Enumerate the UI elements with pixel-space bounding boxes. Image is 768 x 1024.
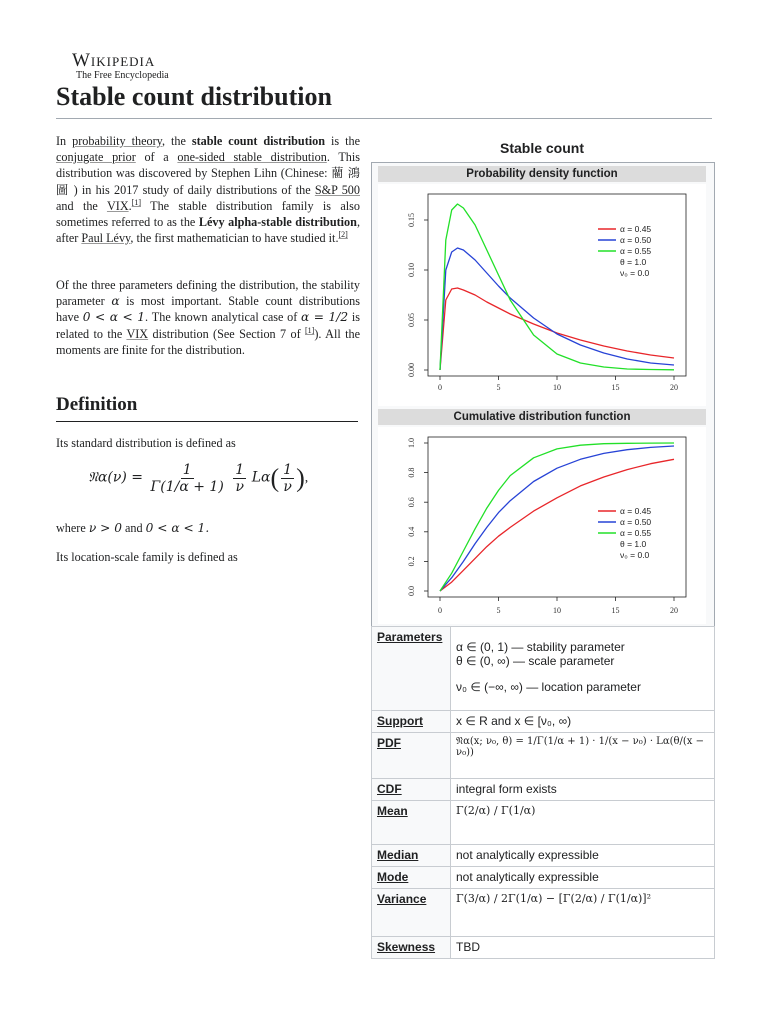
legend-label: θ = 1.0 [620, 257, 647, 267]
formula-fraction-nu [233, 462, 246, 495]
y-tick-label: 0.0 [407, 586, 416, 596]
infobox-label[interactable]: Support [372, 711, 451, 733]
formula-den: Γ(1/α + 1) [150, 479, 224, 495]
formula-levy-l: Lα [251, 469, 271, 486]
legend-label: θ = 1.0 [620, 539, 647, 549]
param-alpha: α ∈ (0, 1) — stability parameter [456, 640, 625, 654]
intro-text: and the [56, 198, 107, 213]
formula-den: ν [283, 479, 292, 495]
legend-label: α = 0.55 [620, 246, 652, 256]
legend-label: α = 0.50 [620, 235, 652, 245]
intro-text: is the [325, 134, 361, 148]
x-tick-label: 0 [438, 606, 442, 615]
infobox-value: 𝔑α(x; ν₀, θ) = 1/Γ(1/α + 1) · 1/(x − ν₀) · Lα(θ/(x − ν₀)) [451, 733, 715, 779]
cdf-header: Cumulative distribution function [378, 409, 706, 425]
link-vix[interactable]: VIX [106, 198, 129, 213]
section-divider [56, 421, 358, 422]
infobox-value: Γ(3/α) / 2Γ(1/α) − [Γ(2/α) / Γ(1/α)]² [451, 889, 715, 937]
para-text: is most important. Stable count distributions have [56, 294, 360, 325]
formula-fraction-arg [281, 462, 294, 495]
infobox-row-skewness [372, 937, 715, 959]
wikipedia-logo-tagline: The Free Encyclopedia [76, 70, 169, 81]
formula-den: ν [235, 479, 245, 495]
bold-term-levy: Lévy alpha-stable distribution [198, 215, 357, 230]
formula-num: 1 [182, 462, 192, 478]
infobox-row-parameters [372, 627, 715, 711]
y-tick-label: 0.15 [407, 213, 416, 227]
formula-num: 1 [235, 462, 245, 478]
math-alpha: α [111, 294, 120, 309]
x-tick-label: 15 [611, 383, 620, 392]
para-text: . The known analytical case of [145, 310, 301, 325]
series-line-1 [440, 288, 674, 370]
para-text: distribution (See Section 7 of [148, 326, 306, 341]
param-nu0: ν₀ ∈ (−∞, ∞) — location parameter [456, 680, 641, 694]
infobox-label[interactable]: PDF [372, 733, 451, 779]
intro-text: In [56, 134, 73, 148]
infobox-label[interactable]: Skewness [372, 937, 451, 959]
legend-label: ν₀ = 0.0 [620, 268, 650, 278]
section-heading-definition: Definition [56, 394, 138, 415]
infobox-value [451, 627, 715, 711]
location-scale-intro: Its location-scale family is defined as [56, 550, 238, 564]
x-tick-label: 10 [553, 606, 561, 615]
intro-text: The stable distribution family is also sometimes referred to as the [56, 198, 360, 230]
x-tick-label: 0 [438, 383, 442, 392]
y-tick-label: 0.10 [407, 263, 416, 277]
x-tick-label: 20 [670, 383, 678, 392]
bold-term-stable-count: stable count distribution [191, 134, 326, 148]
x-tick-label: 15 [611, 606, 620, 615]
infobox-label[interactable]: CDF [372, 779, 451, 801]
y-tick-label: 0.4 [407, 526, 416, 537]
infobox-label[interactable]: Variance [372, 889, 451, 937]
intro-text: , the [161, 134, 192, 148]
reference-1[interactable]: [1] [131, 197, 141, 207]
plot-frame [428, 194, 686, 376]
param-theta: θ ∈ (0, ∞) — scale parameter [456, 654, 615, 668]
intro-text: , the first mathematician to have studied it. [130, 231, 339, 246]
infobox-value: not analytically expressible [451, 845, 715, 867]
legend-label: ν₀ = 0.0 [620, 550, 650, 560]
link-sp500[interactable]: S&P 500 [314, 182, 360, 197]
infobox-title: Stable count [499, 140, 584, 156]
infobox-value: TBD [451, 937, 715, 959]
definition-intro: Its standard distribution is defined as [56, 436, 236, 450]
x-tick-label: 10 [553, 383, 561, 392]
infobox-value: x ∈ R and x ∈ [ν₀, ∞) [451, 711, 715, 733]
link-conjugate-prior[interactable]: conjugate prior [56, 150, 136, 165]
intro-text: of a [135, 150, 178, 165]
pdf-header: Probability density function [378, 166, 706, 182]
infobox-label[interactable]: Mode [372, 867, 451, 889]
math-alpha-half: α = 1/2 [300, 310, 349, 325]
intro-paragraph: In probability theory, the stable count distribution is the conjugate prior of a one-sided stable distribution. This distribution was discovered by Stephen Lihn (Chinese: 藺 鴻 圖 ) in his 2017 study of daily distributions of the S&P 500 and the VIX.[1] The stable distribution family is also sometimes referred to as the Lévy alpha-stable distribution, after Paul Lévy, the first mathematician to have studied it.[2] [56, 134, 361, 246]
math-alpha-range: 0 < α < 1. [145, 521, 210, 535]
infobox-row-variance [372, 889, 715, 937]
legend-label: α = 0.55 [620, 528, 652, 538]
infobox-label[interactable]: Mean [372, 801, 451, 845]
reference-1[interactable]: [1] [305, 325, 315, 335]
infobox-row-support [372, 711, 715, 733]
infobox-value: integral form exists [451, 779, 715, 801]
link-vix[interactable]: VIX [126, 326, 149, 341]
infobox-row-cdf [372, 779, 715, 801]
formula-num: 1 [283, 462, 293, 478]
para-text: ). All the moments are finite for the distribution. [56, 326, 360, 357]
title-divider [56, 118, 712, 119]
formula-fraction-gamma [149, 462, 226, 495]
para-text: is related to the [56, 310, 360, 341]
x-tick-label: 20 [670, 606, 678, 615]
infobox-label[interactable]: Parameters [372, 627, 451, 711]
math-nu-positive: ν > 0 [88, 521, 122, 535]
infobox-table [371, 626, 715, 959]
where-clause [56, 520, 360, 536]
y-tick-label: 0.00 [407, 363, 416, 377]
where-text: and [121, 521, 146, 535]
cdf-plot-container [378, 427, 706, 624]
link-probability-theory[interactable]: probability theory [72, 134, 162, 148]
y-tick-label: 1.0 [407, 438, 416, 448]
link-paul-levy[interactable]: Paul Lévy [81, 231, 131, 246]
infobox-value: Γ(2/α) / Γ(1/α) [451, 801, 715, 845]
wikipedia-logo-wordmark[interactable]: Wikipedia [72, 50, 156, 71]
standard-distribution-formula: 𝔑α(ν) = $\frac{1}{\Gamma(1/\alpha + 1)}$ $\frac{1}{\nu}$ Lα( $\frac{1}{\nu}$ ), [88, 462, 309, 495]
infobox-row-mean [372, 801, 715, 845]
legend-label: α = 0.50 [620, 517, 652, 527]
x-tick-label: 5 [496, 383, 501, 392]
where-text: where [56, 521, 89, 535]
reference-2[interactable]: [2] [338, 230, 348, 240]
formula-lhs: 𝔑α(ν) = [88, 469, 144, 486]
para-text: Of the three parameters defining the distribution, the stability parameter [56, 278, 360, 309]
legend-label: α = 0.45 [620, 506, 652, 516]
x-tick-label: 5 [496, 606, 501, 615]
stability-paragraph [56, 277, 360, 358]
page-title: Stable count distribution [56, 82, 332, 111]
legend-label: α = 0.45 [620, 224, 652, 234]
intro-text: . This distribution was discovered by Stephen Lihn (Chinese: 藺 鴻 圖 ) in his 2017 study of daily distributions of the [56, 150, 360, 197]
infobox-row-median [372, 845, 715, 867]
pdf-plot-container [378, 184, 706, 406]
infobox-value: not analytically expressible [451, 867, 715, 889]
link-one-sided-stable[interactable]: one-sided stable distribution [177, 150, 327, 165]
infobox-row-pdf [372, 733, 715, 779]
y-tick-label: 0.8 [407, 467, 416, 478]
pdf-chart [378, 184, 706, 406]
intro-text: , after [56, 215, 360, 246]
infobox-label[interactable]: Median [372, 845, 451, 867]
y-tick-label: 0.6 [407, 497, 416, 508]
y-tick-label: 0.05 [407, 313, 416, 327]
math-alpha-range: 0 < α < 1 [82, 310, 146, 325]
infobox-row-mode [372, 867, 715, 889]
y-tick-label: 0.2 [407, 556, 416, 567]
cdf-chart [378, 427, 706, 624]
